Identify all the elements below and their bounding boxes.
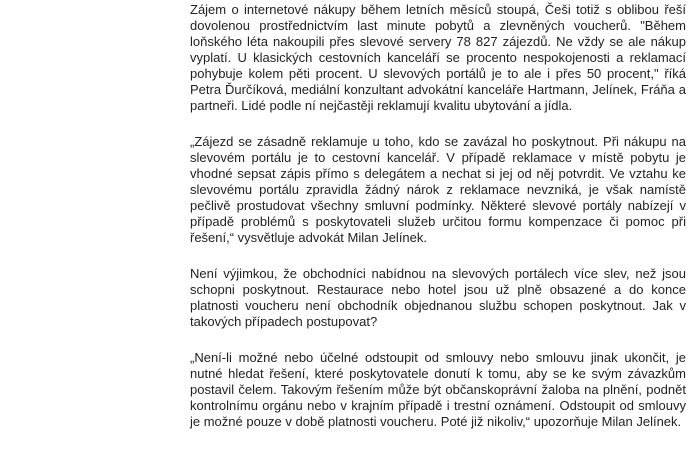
- paragraph-4: „Není-li možné nebo účelné odstoupit od smlouvy nebo smlouvu jinak ukončit, je nutné hledat řešení, které poskytovatele donutí k tomu, aby se ke svým závazkům postavil čelem. Takovým řešením může být občanskoprávní žaloba na plnění, podnět kontrolnímu orgánu nebo v krajním případě i trestní oznámení. Odstoupit od smlouvy je možné pouze v době platnosti voucheru. Poté již nikoliv,“ upozorňuje Milan Jelínek.: [190, 350, 686, 429]
- article-body: [190, 2, 686, 450]
- paragraph-2: „Zájezd se zásadně reklamuje u toho, kdo se zavázal ho poskytnout. Při nákupu na slevovém portálu je to cestovní kancelář. V případě reklamace v místě pobytu je vhodné sepsat zápis přímo s delegátem a nechat si jej od něj potvrdit. Ve vztahu ke slevovému portálu zpravidla žádný nárok z reklamace nevzniká, je však namístě pečlivě prostudovat všechny smluvní podmínky. Některé slevové portály nabízejí v případě problémů s poskytovateli služeb určitou formu kompenzace či pomoc při řešení,“ vysvětluje advokát Milan Jelínek.: [190, 134, 686, 245]
- paragraph-3: Není výjimkou, že obchodníci nabídnou na slevových portálech více slev, než jsou schopni poskytnout. Restaurace nebo hotel jsou už plně obsazené a do konce platnosti voucheru není obchodník objednanou službu schopen poskytnout. Jak v takových případech postupovat?: [190, 266, 686, 329]
- paragraph-1: Zájem o internetové nákupy během letních měsíců stoupá, Češi totiž s oblibou řeší dovolenou prostřednictvím last minute pobytů a zlevněných voucherů. "Během loňského léta nakoupili přes slevové servery 78 827 zájezdů. Ne vždy se ale nákup vyplatí. U klasických cestovních kanceláří se procento nespokojenosti a reklamací pohybuje kolem pěti procent. U slevových portálů je to ale i přes 50 procent," říká Petra Ďurčíková, mediální konzultant advokátní kanceláře Hartmann, Jelínek, Fráňa a partneři. Lidé podle ní nejčastěji reklamují kvalitu ubytování a jídla.: [190, 2, 686, 113]
